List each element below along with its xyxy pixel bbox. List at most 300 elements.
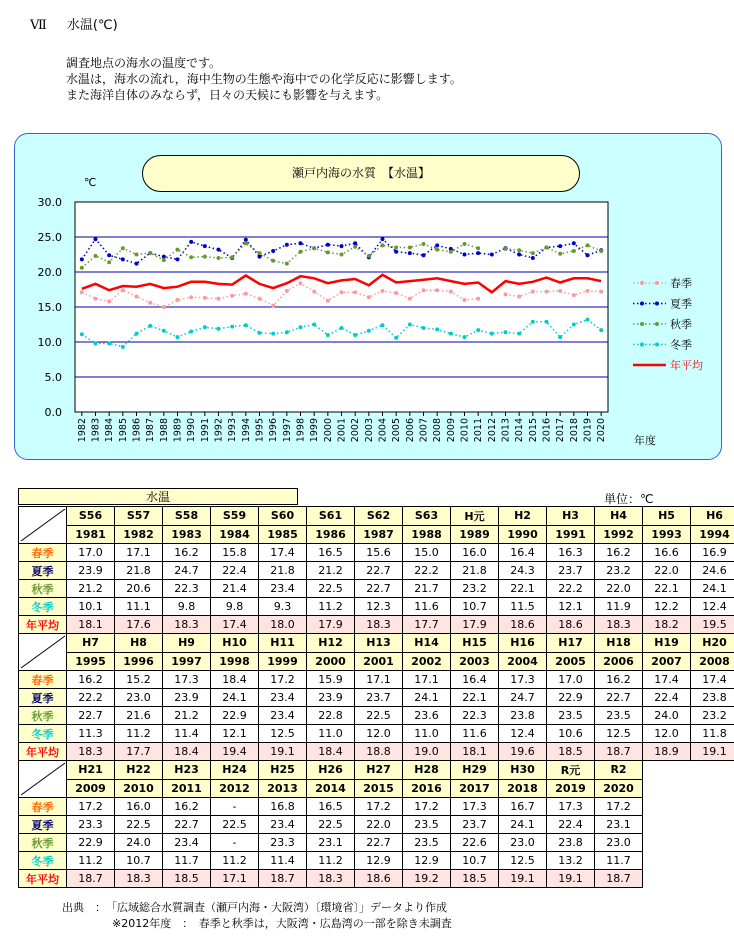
table-cell: 23.9 — [307, 689, 355, 707]
year-header: 2015 — [355, 779, 403, 798]
section-title: 水温(℃) — [66, 18, 118, 33]
table-cell: 23.5 — [403, 834, 451, 852]
x-tick-label: 1996 — [268, 418, 280, 443]
data-point — [244, 238, 248, 242]
data-point — [217, 297, 221, 301]
era-header: H22 — [115, 761, 163, 780]
x-tick-label: 2011 — [473, 418, 485, 443]
table-cell: 18.3 — [67, 743, 115, 761]
table-cell: 23.5 — [403, 816, 451, 834]
data-point — [353, 241, 357, 245]
data-point — [449, 332, 453, 336]
x-tick-label: 2019 — [582, 418, 594, 443]
data-point — [422, 242, 426, 246]
table-cell: 17.7 — [115, 743, 163, 761]
era-header: H24 — [211, 761, 259, 780]
table-cell: 11.0 — [307, 725, 355, 743]
era-header: H4 — [595, 507, 643, 526]
table-cell: 18.5 — [547, 743, 595, 761]
data-point — [408, 246, 412, 250]
y-tick-label: 30.0 — [37, 196, 62, 209]
data-point — [94, 297, 98, 301]
legend-marker — [640, 343, 644, 347]
table-cell: 22.8 — [307, 707, 355, 725]
table-cell: 22.3 — [451, 707, 499, 725]
chart-title: 瀬戸内海の水質 【水温】 — [142, 155, 580, 192]
table-cell: 18.6 — [499, 616, 547, 634]
y-axis-label: ℃ — [84, 176, 97, 189]
table-cell: 13.2 — [547, 852, 595, 870]
table-cell: 12.9 — [355, 852, 403, 870]
table-cell: 23.0 — [115, 689, 163, 707]
x-tick-label: 1985 — [117, 418, 129, 443]
data-point — [258, 331, 262, 335]
data-point — [217, 327, 221, 331]
table-title: 水温 — [18, 488, 298, 505]
year-header: 2009 — [67, 779, 115, 798]
data-point — [599, 328, 603, 332]
table-row — [19, 616, 734, 634]
table-cell: 12.1 — [547, 598, 595, 616]
data-point — [504, 330, 508, 334]
row-label: 夏季 — [19, 562, 67, 580]
year-header: 2014 — [307, 779, 355, 798]
row-label: 春季 — [19, 671, 67, 689]
table-cell: 9.8 — [211, 598, 259, 616]
x-tick-label: 2010 — [459, 418, 471, 443]
x-axis-label: 年度 — [634, 434, 656, 447]
x-tick-label: 2008 — [432, 418, 444, 443]
table-cell: 24.1 — [499, 816, 547, 834]
table-cell: 11.4 — [259, 852, 307, 870]
x-tick-label: 1995 — [254, 418, 266, 443]
table-row — [19, 689, 734, 707]
year-header: 2008 — [691, 652, 734, 671]
data-point — [135, 253, 139, 257]
table-cell: 23.1 — [307, 834, 355, 852]
data-point — [189, 295, 193, 299]
data-point — [135, 332, 139, 336]
data-point — [517, 253, 521, 257]
data-point — [299, 250, 303, 254]
data-point — [189, 240, 193, 244]
data-point — [135, 262, 139, 266]
table-cell: 19.6 — [499, 743, 547, 761]
year-header: 2020 — [595, 779, 643, 798]
x-tick-label: 2002 — [350, 418, 362, 443]
data-point — [230, 294, 234, 298]
table-cell: 23.7 — [547, 562, 595, 580]
table-cell: 21.4 — [211, 580, 259, 598]
table-cell: 17.9 — [307, 616, 355, 634]
table-cell: 22.7 — [355, 562, 403, 580]
y-tick-label: 20.0 — [37, 266, 62, 279]
data-point — [531, 256, 535, 260]
data-point — [80, 266, 84, 270]
table-cell: 22.9 — [211, 707, 259, 725]
data-point — [312, 290, 316, 294]
table-cell: 18.4 — [307, 743, 355, 761]
table-cell: 23.2 — [691, 707, 734, 725]
table-cell: 18.1 — [451, 743, 499, 761]
legend-label: 秋季 — [670, 318, 692, 331]
table-cell: 15.2 — [115, 671, 163, 689]
table-cell: 17.0 — [547, 671, 595, 689]
era-header: S59 — [211, 507, 259, 526]
table-cell: 16.6 — [643, 544, 691, 562]
table-cell: 16.2 — [595, 671, 643, 689]
table-cell: 22.3 — [163, 580, 211, 598]
era-header: H20 — [691, 634, 734, 653]
x-tick-label: 2001 — [336, 418, 348, 443]
table-cell: 12.1 — [211, 725, 259, 743]
era-header: H21 — [67, 761, 115, 780]
table-cell: 23.1 — [595, 816, 643, 834]
data-point — [381, 243, 385, 247]
data-point — [80, 257, 84, 261]
data-point — [531, 251, 535, 255]
year-header: 1993 — [643, 525, 691, 544]
table-cell: 18.8 — [355, 743, 403, 761]
table-cell: 24.3 — [499, 562, 547, 580]
table-cell: 11.2 — [307, 852, 355, 870]
data-point — [517, 248, 521, 252]
water-temperature-chart — [0, 0, 734, 470]
year-header: 1985 — [259, 525, 307, 544]
table-row — [19, 562, 734, 580]
table-cell: 12.4 — [499, 725, 547, 743]
data-point — [162, 255, 166, 259]
table-cell: 18.2 — [643, 616, 691, 634]
data-point — [340, 244, 344, 248]
row-label: 年平均 — [19, 616, 67, 634]
table-cell: 18.7 — [67, 870, 115, 888]
table-cell: 10.6 — [547, 725, 595, 743]
table-cell: 18.3 — [355, 616, 403, 634]
x-tick-label: 2016 — [541, 418, 553, 443]
table-cell: 22.1 — [499, 580, 547, 598]
table-cell: 16.7 — [499, 798, 547, 816]
era-header: S63 — [403, 507, 451, 526]
x-tick-label: 2012 — [486, 418, 498, 443]
legend-label: 春季 — [670, 277, 692, 290]
table-cell: 22.7 — [67, 707, 115, 725]
era-header: H10 — [211, 634, 259, 653]
table-cell: 17.4 — [259, 544, 307, 562]
table-cell: 23.4 — [259, 816, 307, 834]
data-point — [422, 326, 426, 330]
table-cell: 18.4 — [163, 743, 211, 761]
era-header: H17 — [547, 634, 595, 653]
y-tick-label: 25.0 — [37, 231, 62, 244]
year-header: 2005 — [547, 652, 595, 671]
legend-marker — [655, 302, 659, 306]
year-header: 2010 — [115, 779, 163, 798]
table-cell: 22.5 — [115, 816, 163, 834]
table-cell: 21.2 — [163, 707, 211, 725]
data-point — [162, 305, 166, 309]
table-cell: 12.2 — [643, 598, 691, 616]
row-label: 秋季 — [19, 707, 67, 725]
table-cell: 24.6 — [691, 562, 734, 580]
table-cell: 22.4 — [547, 816, 595, 834]
table-cell: 24.1 — [211, 689, 259, 707]
data-point — [299, 325, 303, 329]
table-cell: 23.2 — [451, 580, 499, 598]
row-label: 年平均 — [19, 870, 67, 888]
table-cell: 22.0 — [355, 816, 403, 834]
table-cell: 16.2 — [595, 544, 643, 562]
table-cell: 17.6 — [115, 616, 163, 634]
table-cell: 18.3 — [595, 616, 643, 634]
table-cell: 22.7 — [163, 816, 211, 834]
data-point — [326, 250, 330, 254]
table-cell: 15.0 — [403, 544, 451, 562]
table-cell: 9.8 — [163, 598, 211, 616]
table-cell: 22.5 — [211, 816, 259, 834]
table-cell: 24.0 — [115, 834, 163, 852]
data-point — [408, 297, 412, 301]
era-header: H9 — [163, 634, 211, 653]
table-cell: 22.2 — [547, 580, 595, 598]
table-cell: 17.4 — [643, 671, 691, 689]
data-point — [299, 241, 303, 245]
year-header: 1988 — [403, 525, 451, 544]
era-header: S56 — [67, 507, 115, 526]
x-tick-label: 2004 — [377, 418, 389, 443]
table-cell: 18.7 — [259, 870, 307, 888]
table-cell: 18.6 — [355, 870, 403, 888]
x-tick-label: 2018 — [568, 418, 580, 443]
table-cell: 17.3 — [547, 798, 595, 816]
table-cell: 23.8 — [499, 707, 547, 725]
table-cell: 18.1 — [67, 616, 115, 634]
table-cell: 17.4 — [691, 671, 734, 689]
data-point — [558, 289, 562, 293]
table-row — [19, 852, 643, 870]
table-cell: 23.4 — [163, 834, 211, 852]
table-row — [19, 580, 734, 598]
data-point — [244, 292, 248, 296]
era-header: H16 — [499, 634, 547, 653]
data-point — [463, 298, 467, 302]
table-cell: 11.4 — [163, 725, 211, 743]
era-header: H7 — [67, 634, 115, 653]
table-cell: 12.3 — [355, 598, 403, 616]
era-header: H3 — [547, 507, 595, 526]
table-cell: 11.2 — [67, 852, 115, 870]
year-header: 1995 — [67, 652, 115, 671]
x-tick-label: 1987 — [145, 418, 157, 443]
y-tick-label: 15.0 — [37, 301, 62, 314]
data-point — [586, 289, 590, 293]
data-point — [340, 326, 344, 330]
era-header: H6 — [691, 507, 734, 526]
table-cell: 19.2 — [403, 870, 451, 888]
era-header: S61 — [307, 507, 355, 526]
data-table — [18, 633, 734, 761]
table-cell: 16.4 — [499, 544, 547, 562]
table-cell: 24.1 — [403, 689, 451, 707]
table-cell: 22.7 — [355, 580, 403, 598]
table-cell: 11.8 — [691, 725, 734, 743]
legend-marker — [640, 302, 644, 306]
table-cell: 12.5 — [499, 852, 547, 870]
year-header: 1982 — [115, 525, 163, 544]
data-point — [326, 299, 330, 303]
year-header: 2000 — [307, 652, 355, 671]
table-cell: 11.1 — [115, 598, 163, 616]
table-cell: 23.3 — [259, 834, 307, 852]
row-label: 春季 — [19, 544, 67, 562]
data-point — [367, 254, 371, 258]
table-cell: 11.2 — [307, 598, 355, 616]
legend-label: 冬季 — [670, 338, 692, 352]
data-point — [121, 345, 125, 349]
table-cell: 18.5 — [451, 870, 499, 888]
table-row — [19, 671, 734, 689]
data-table — [18, 506, 734, 634]
table-cell: 17.3 — [163, 671, 211, 689]
era-header: H5 — [643, 507, 691, 526]
data-point — [408, 251, 412, 255]
data-point — [435, 248, 439, 252]
row-label: 秋季 — [19, 580, 67, 598]
table-cell: 23.7 — [451, 816, 499, 834]
table-cell: 23.0 — [595, 834, 643, 852]
era-header: H14 — [403, 634, 451, 653]
row-label: 夏季 — [19, 816, 67, 834]
table-cell: 23.7 — [355, 689, 403, 707]
table-cell: 18.3 — [307, 870, 355, 888]
legend-label: 年平均 — [670, 359, 703, 372]
table-cell: 16.3 — [547, 544, 595, 562]
table-cell: 11.7 — [595, 852, 643, 870]
x-tick-label: 2020 — [596, 418, 608, 443]
data-point — [285, 262, 289, 266]
data-point — [121, 246, 125, 250]
table-cell: 22.5 — [307, 580, 355, 598]
era-header: H26 — [307, 761, 355, 780]
data-point — [107, 341, 111, 345]
data-point — [176, 257, 180, 261]
table-corner — [19, 507, 67, 544]
table-cell: 11.2 — [211, 852, 259, 870]
data-point — [353, 333, 357, 337]
data-point — [244, 241, 248, 245]
x-tick-label: 1982 — [76, 418, 88, 443]
table-cell: 12.0 — [355, 725, 403, 743]
data-point — [326, 333, 330, 337]
data-point — [121, 257, 125, 261]
era-header: S58 — [163, 507, 211, 526]
data-point — [244, 323, 248, 327]
data-table — [18, 760, 643, 888]
data-point — [80, 332, 84, 336]
year-header: 2018 — [499, 779, 547, 798]
data-point — [162, 258, 166, 262]
table-cell: 12.9 — [403, 852, 451, 870]
table-cell: 11.0 — [403, 725, 451, 743]
data-point — [476, 328, 480, 332]
data-point — [121, 288, 125, 292]
data-point — [490, 332, 494, 336]
data-point — [340, 253, 344, 257]
table-row — [19, 834, 643, 852]
table-cell: 16.2 — [163, 798, 211, 816]
table-cell: 16.2 — [163, 544, 211, 562]
data-point — [148, 251, 152, 255]
data-point — [558, 335, 562, 339]
table-cell: 23.4 — [259, 689, 307, 707]
year-header: 1987 — [355, 525, 403, 544]
data-point — [189, 255, 193, 259]
year-header: 2017 — [451, 779, 499, 798]
y-tick-label: 0.0 — [44, 406, 62, 419]
table-cell: 22.6 — [451, 834, 499, 852]
legend-marker — [640, 322, 644, 326]
data-point — [381, 237, 385, 241]
year-header: 2002 — [403, 652, 451, 671]
year-header: 2019 — [547, 779, 595, 798]
data-point — [599, 249, 603, 253]
data-point — [408, 323, 412, 327]
year-header: 2003 — [451, 652, 499, 671]
footer — [62, 900, 452, 932]
table-cell: 23.0 — [499, 834, 547, 852]
table-cell: 16.0 — [115, 798, 163, 816]
year-header: 1989 — [451, 525, 499, 544]
table-cell: 18.0 — [259, 616, 307, 634]
data-point — [531, 290, 535, 294]
year-header: 2012 — [211, 779, 259, 798]
data-point — [203, 296, 207, 300]
x-tick-label: 2017 — [555, 418, 567, 443]
table-cell: 22.9 — [67, 834, 115, 852]
table-row — [19, 544, 734, 562]
x-tick-label: 1991 — [199, 418, 211, 443]
table-cell: 18.5 — [163, 870, 211, 888]
data-point — [517, 295, 521, 299]
table-cell: 16.8 — [259, 798, 307, 816]
data-point — [285, 289, 289, 293]
year-header: 1999 — [259, 652, 307, 671]
table-cell: 22.0 — [595, 580, 643, 598]
data-point — [94, 341, 98, 345]
table-cell: 9.3 — [259, 598, 307, 616]
data-point — [285, 330, 289, 334]
table-cell: 22.7 — [355, 834, 403, 852]
data-point — [285, 243, 289, 247]
table-cell: 23.6 — [403, 707, 451, 725]
x-tick-label: 2009 — [445, 418, 457, 443]
table-cell: 10.7 — [115, 852, 163, 870]
x-tick-label: 1989 — [172, 418, 184, 443]
table-cell: 15.6 — [355, 544, 403, 562]
data-point — [107, 299, 111, 303]
table-cell: 23.4 — [259, 580, 307, 598]
table-cell: 16.9 — [691, 544, 734, 562]
data-point — [203, 244, 207, 248]
year-header: 2006 — [595, 652, 643, 671]
era-header: H30 — [499, 761, 547, 780]
table-cell: 17.4 — [211, 616, 259, 634]
data-point — [476, 297, 480, 301]
table-row — [19, 743, 734, 761]
data-point — [176, 248, 180, 252]
row-label: 冬季 — [19, 598, 67, 616]
data-point — [367, 329, 371, 333]
